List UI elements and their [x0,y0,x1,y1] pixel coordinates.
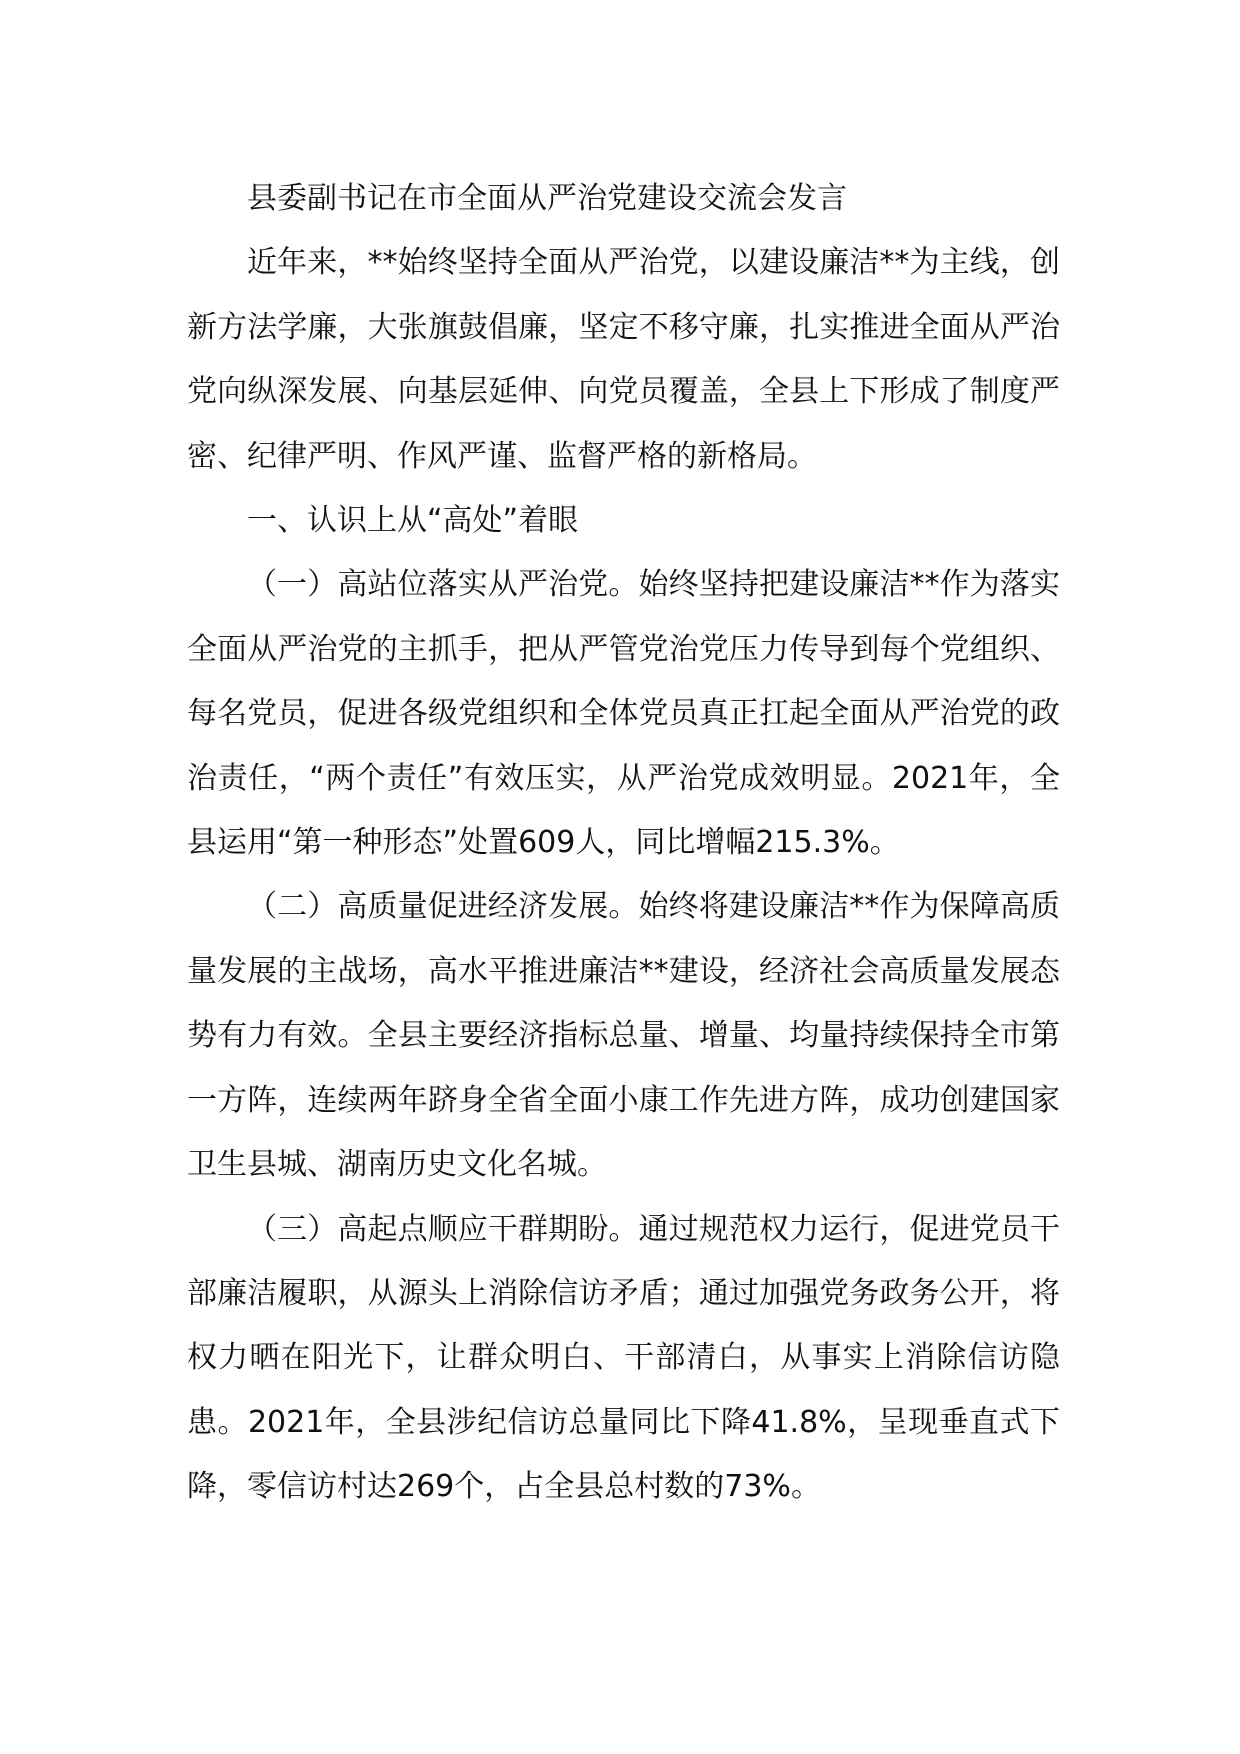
section-heading-1: 一、认识上从“高处”着眼 [247,503,579,539]
paragraph-3: （三）高起点顺应干群期盼。通过规范权力运行，促进党员干部廉洁履职，从源头上消除信访矛盾；通过加强党务政务公开，将权力晒在阳光下，让群众明白、干部清白，从事实上消除信访隐患。2021年，全县涉纪信访总量同比下降41.8%，呈现垂直式下降，零信访村达269个，占全县总村数的73%。 [187,1211,1060,1505]
paragraph-1: （一）高站位落实从严治党。始终坚持把建设廉洁**作为落实全面从严治党的主抓手，把从严管党治党压力传导到每个党组织、每名党员，促进各级党组织和全体党员真正扛起全面从严治党的政治责任，“两个责任”有效压实，从严治党成效明显。2021年，全县运用“第一种形态”处置609人，同比增幅215.3%。 [187,567,1060,861]
intro-paragraph: 近年来，**始终坚持全面从严治党，以建设廉洁**为主线，创新方法学廉，大张旗鼓倡廉，坚定不移守廉，扎实推进全面从严治党向纵深发展、向基层延伸、向党员覆盖，全县上下形成了制度严密、纪律严明、作风严谨、监督严格的新格局。 [187,245,1060,474]
document-title: 县委副书记在市全面从严治党建设交流会发言 [247,181,847,216]
paragraph-2: （二）高质量促进经济发展。始终将建设廉洁**作为保障高质量发展的主战场，高水平推进廉洁**建设，经济社会高质量发展态势有力有效。全县主要经济指标总量、增量、均量持续保持全市第一方阵，连续两年跻身全省全面小康工作先进方阵，成功创建国家卫生县城、湖南历史文化名城。 [187,889,1060,1183]
document-body [187,167,1060,1520]
